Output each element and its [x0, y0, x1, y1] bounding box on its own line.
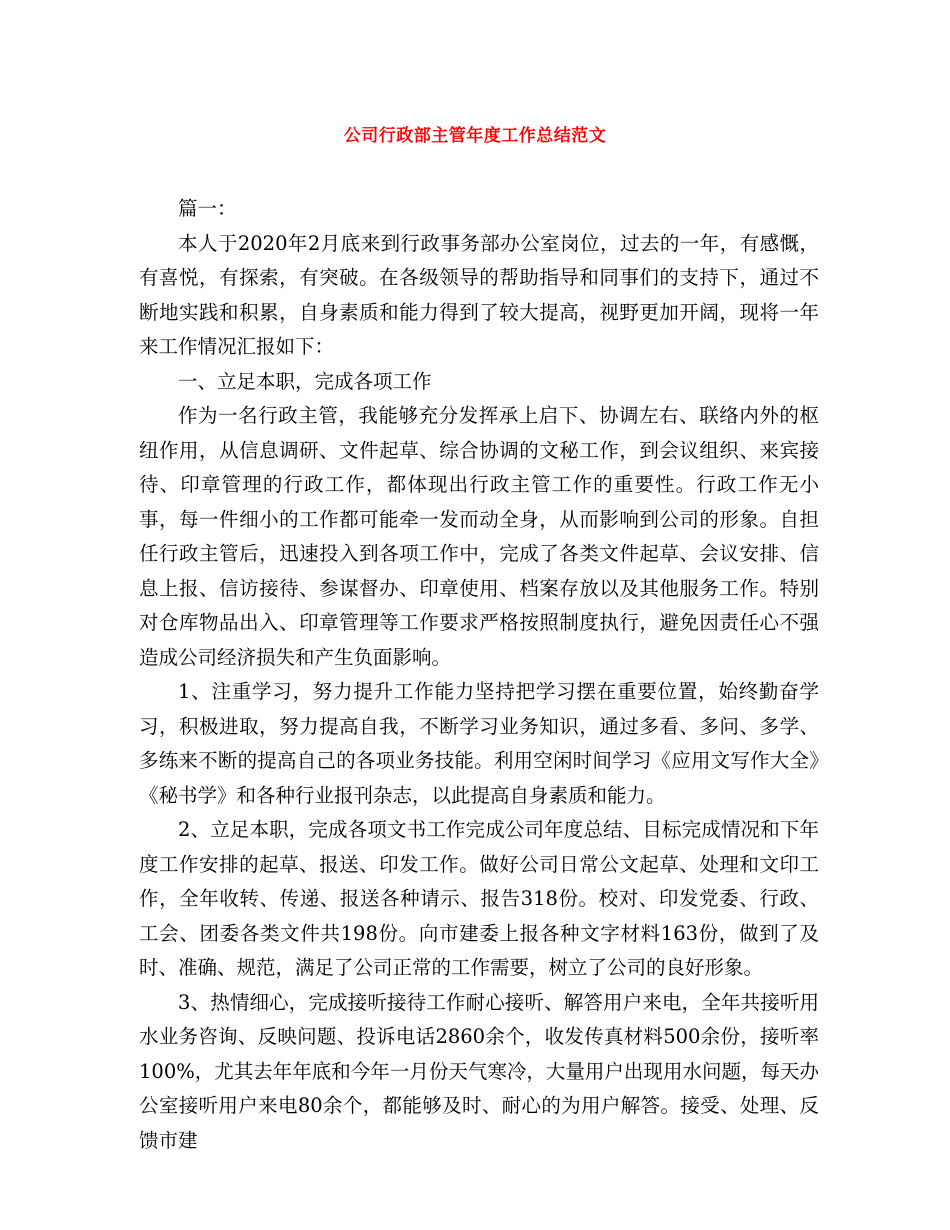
document-body	[139, 192, 819, 1158]
body-paragraph: 2、立足本职，完成各项文书工作完成公司年度总结、目标完成情况和下年度工作安排的起草、报送、印发工作。做好公司日常公文起草、处理和文印工作，全年收转、传递、报送各种请示、报告318份。校对、印发党委、行政、工会、团委各类文件共198份。向市建委上报各种文字材料163份，做到了及时、准确、规范，满足了公司正常的工作需要，树立了公司的良好形象。	[139, 818, 819, 979]
body-paragraph: 1、注重学习，努力提升工作能力坚持把学习摆在重要位置，始终勤奋学习，积极进取，努力提高自我，不断学习业务知识，通过多看、多问、多学、多练来不断的提高自己的各项业务技能。利用空闲时间学习《应用文写作大全》《秘书学》和各种行业报刊杂志，以此提高自身素质和能力。	[139, 680, 819, 807]
section-heading: 一、立足本职，完成各项工作	[178, 369, 432, 393]
document-title: 公司行政部主管年度工作总结范文	[343, 126, 607, 146]
section-label: 篇一：	[178, 197, 237, 220]
body-paragraph: 3、热情细心，完成接听接待工作耐心接听、解答用户来电，全年共接听用水业务咨询、反映问题、投诉电话2860余个，收发传真材料500余份，接听率100%，尤其去年年底和今年一月份天气寒冷，大量用户出现用水问题，每天办公室接听用户来电80余个，都能够及时、耐心的为用户解答。接受、处理、反馈市建	[139, 990, 819, 1152]
body-paragraph: 本人于2020年2月底来到行政事务部办公室岗位，过去的一年，有感慨，有喜悦，有探索，有突破。在各级领导的帮助指导和同事们的支持下，通过不断地实践和积累，自身素质和能力得到了较大提高，视野更加开阔，现将一年来工作情况汇报如下：	[139, 231, 819, 358]
body-paragraph: 作为一名行政主管，我能够充分发挥承上启下、协调左右、联络内外的枢纽作用，从信息调研、文件起草、综合协调的文秘工作，到会议组织、来宾接待、印章管理的行政工作，都体现出行政主管工作的重要性。行政工作无小事，每一件细小的工作都可能牵一发而动全身，从而影响到公司的形象。自担任行政主管后，迅速投入到各项工作中，完成了各类文件起草、会议安排、信息上报、信访接待、参谋督办、印章使用、档案存放以及其他服务工作。特别对仓库物品出入、印章管理等工作要求严格按照制度执行，避免因责任心不强造成公司经济损失和产生负面影响。	[139, 404, 819, 669]
